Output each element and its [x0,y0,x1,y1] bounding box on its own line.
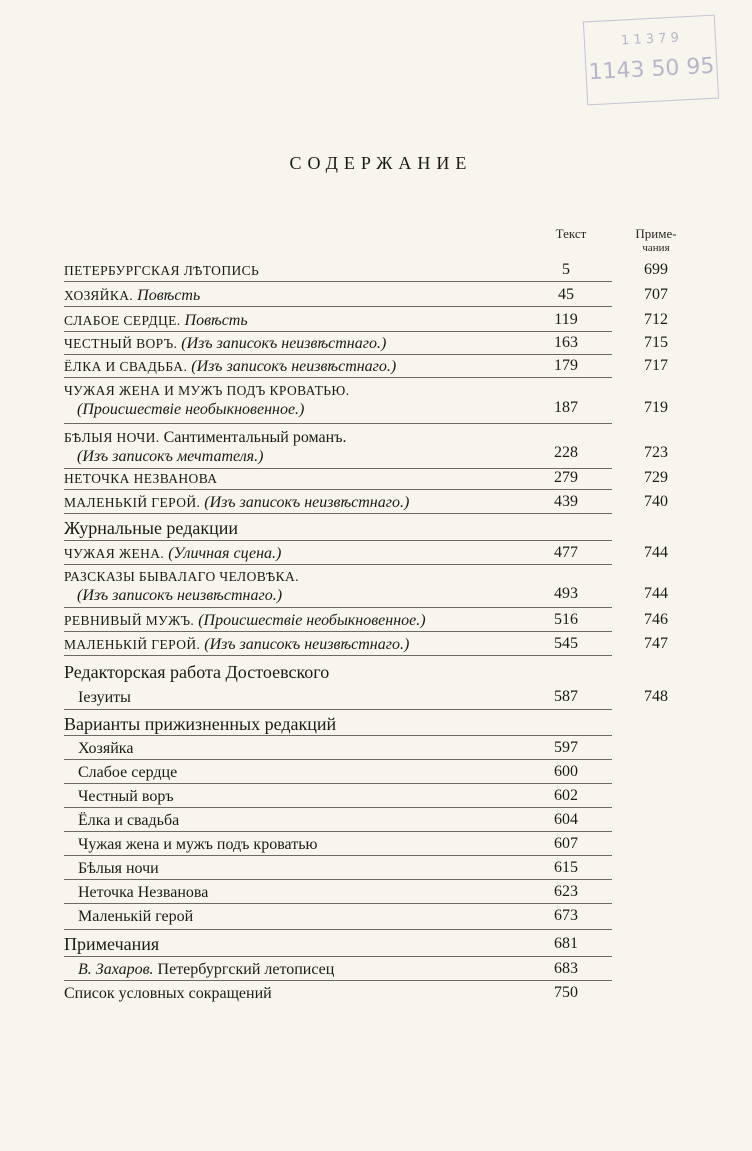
divider [64,855,612,856]
entry-title: МАЛЕНЬКІЙ ГЕРОЙ. [64,637,201,652]
divider [64,607,612,608]
divider [64,489,612,490]
entry-title: ХОЗЯЙКА. [64,288,134,303]
divider [64,783,612,784]
column-header-notes [623,227,689,255]
text-page: 179 [554,357,578,374]
divider [64,929,612,930]
divider [64,354,612,355]
article-author: В. Захаров. [78,961,154,978]
notes-page: 712 [644,311,668,328]
column-header-text: Текст [555,226,587,241]
text-page: 681 [554,935,578,952]
stamp-line-1: 1 1 3 7 9 [620,30,680,49]
entry-subtitle: (Изъ записокъ неизвѣстнаго.) [204,494,410,511]
divider [64,831,612,832]
entry-subtitle: (Изъ записокъ неизвѣстнаго.) [181,335,387,352]
section-title: Примечания [64,934,160,954]
notes-page: 717 [644,357,668,374]
text-page: 477 [554,544,578,561]
entry-title: РЕВНИВЫЙ МУЖЪ. [64,613,195,628]
divider [64,980,612,981]
entry-subtitle: (Изъ записокъ неизвѣстнаго.) [77,587,283,604]
entry-title: ЧУЖАЯ ЖЕНА. [64,546,165,561]
text-page: 600 [554,763,578,780]
divider [64,759,612,760]
text-page: 5 [562,261,570,278]
entry-title: ЧЕСТНЫЙ ВОРЪ. [64,336,178,351]
entry-title: Слабое сердце [78,764,178,781]
section-title: Редакторская работа Достоевского [64,662,330,682]
entry-title: ЧУЖАЯ ЖЕНА И МУЖЪ ПОДЪ КРОВАТЬЮ. [64,383,350,398]
entry-title: ПЕТЕРБУРГСКАЯ ЛѢТОПИСЬ [64,263,260,278]
text-page: 45 [558,286,574,303]
entry-title: НЕТОЧКА НЕЗВАНОВА [64,471,218,486]
text-page: 545 [554,635,578,652]
stamp-line-2: 1143 50 95 [587,53,716,86]
column-header-notes-line2: чания [642,242,670,254]
notes-page: 699 [644,261,668,278]
section-title: Варианты прижизненных редакций [64,714,337,734]
divider [64,513,612,514]
divider [64,377,612,378]
divider [64,879,612,880]
entry-title: Маленькій герой [78,908,194,925]
text-page: 602 [554,787,578,804]
divider [64,423,612,424]
entry-title: Честный воръ [78,788,174,805]
entry-subtitle: Повѣсть [137,287,201,304]
text-page: 597 [554,739,578,756]
text-page: 163 [554,334,578,351]
notes-page: 715 [644,334,668,351]
divider [64,956,612,957]
notes-page: 729 [644,469,668,486]
text-page: 228 [554,444,578,461]
text-page: 587 [554,688,578,705]
entry-title: Хозяйка [78,740,134,757]
library-stamp [583,15,719,106]
notes-page: 723 [644,444,668,461]
divider [64,306,612,307]
entry-title: Список условных сокращений [64,985,272,1002]
divider [64,281,612,282]
entry-title: БѢЛЫЯ НОЧИ. [64,430,160,445]
entry-title: РАЗСКАЗЫ БЫВАЛАГО ЧЕЛОВѢКА. [64,569,299,584]
entry-subtitle: (Изъ записокъ неизвѣстнаго.) [191,358,397,375]
text-page: 673 [554,907,578,924]
text-page: 279 [554,469,578,486]
divider [64,331,612,332]
entry-subtitle-plain: Сантиментальный романъ. [163,429,347,446]
text-page: 439 [554,493,578,510]
text-page: 493 [554,585,578,602]
text-page: 615 [554,859,578,876]
entry-subtitle: (Происшествіе необыкновенное.) [198,612,426,629]
entry-subtitle: (Уличная сцена.) [168,545,282,562]
text-page: 750 [554,984,578,1001]
entry-subtitle: (Изъ записокъ мечтателя.) [77,448,264,465]
text-page: 683 [554,960,578,977]
notes-page: 719 [644,399,668,416]
divider [64,709,612,710]
divider [64,564,612,565]
entry-title: ЁЛКА И СВАДЬБА. [64,359,188,374]
entry-title: МАЛЕНЬКІЙ ГЕРОЙ. [64,495,201,510]
page-title: СОДЕРЖАНИЕ [289,153,473,173]
divider [64,807,612,808]
text-page: 623 [554,883,578,900]
entry-title: Неточка Незванова [78,884,209,901]
text-page: 187 [554,399,578,416]
entry-title: Бѣлыя ночи [78,860,159,877]
divider [64,540,612,541]
entry-subtitle: (Происшествіе необыкновенное.) [77,401,305,418]
entry-title: Петербургский летописец [157,961,335,978]
notes-page: 746 [644,611,668,628]
entry-title: СЛАБОЕ СЕРДЦЕ. [64,313,181,328]
entry-title: Ёлка и свадьба [78,812,180,829]
notes-page: 740 [644,493,668,510]
text-page: 516 [554,611,578,628]
section-title: Журнальные редакции [64,518,238,538]
divider [64,655,612,656]
notes-page: 707 [644,286,668,303]
divider [64,903,612,904]
text-page: 607 [554,835,578,852]
text-page: 604 [554,811,578,828]
entry-title: Іезуиты [78,689,131,706]
notes-page: 744 [644,544,668,561]
column-header-notes-line1: Приме- [635,226,677,241]
text-page: 119 [554,311,578,328]
divider [64,735,612,736]
entry-subtitle: (Изъ записокъ неизвѣстнаго.) [204,636,410,653]
notes-page: 747 [644,635,668,652]
notes-page: 744 [644,585,668,602]
entry-title: Чужая жена и мужъ подъ кроватью [78,836,318,853]
entry-subtitle: Повѣсть [184,312,248,329]
notes-page: 748 [644,688,668,705]
divider [64,631,612,632]
